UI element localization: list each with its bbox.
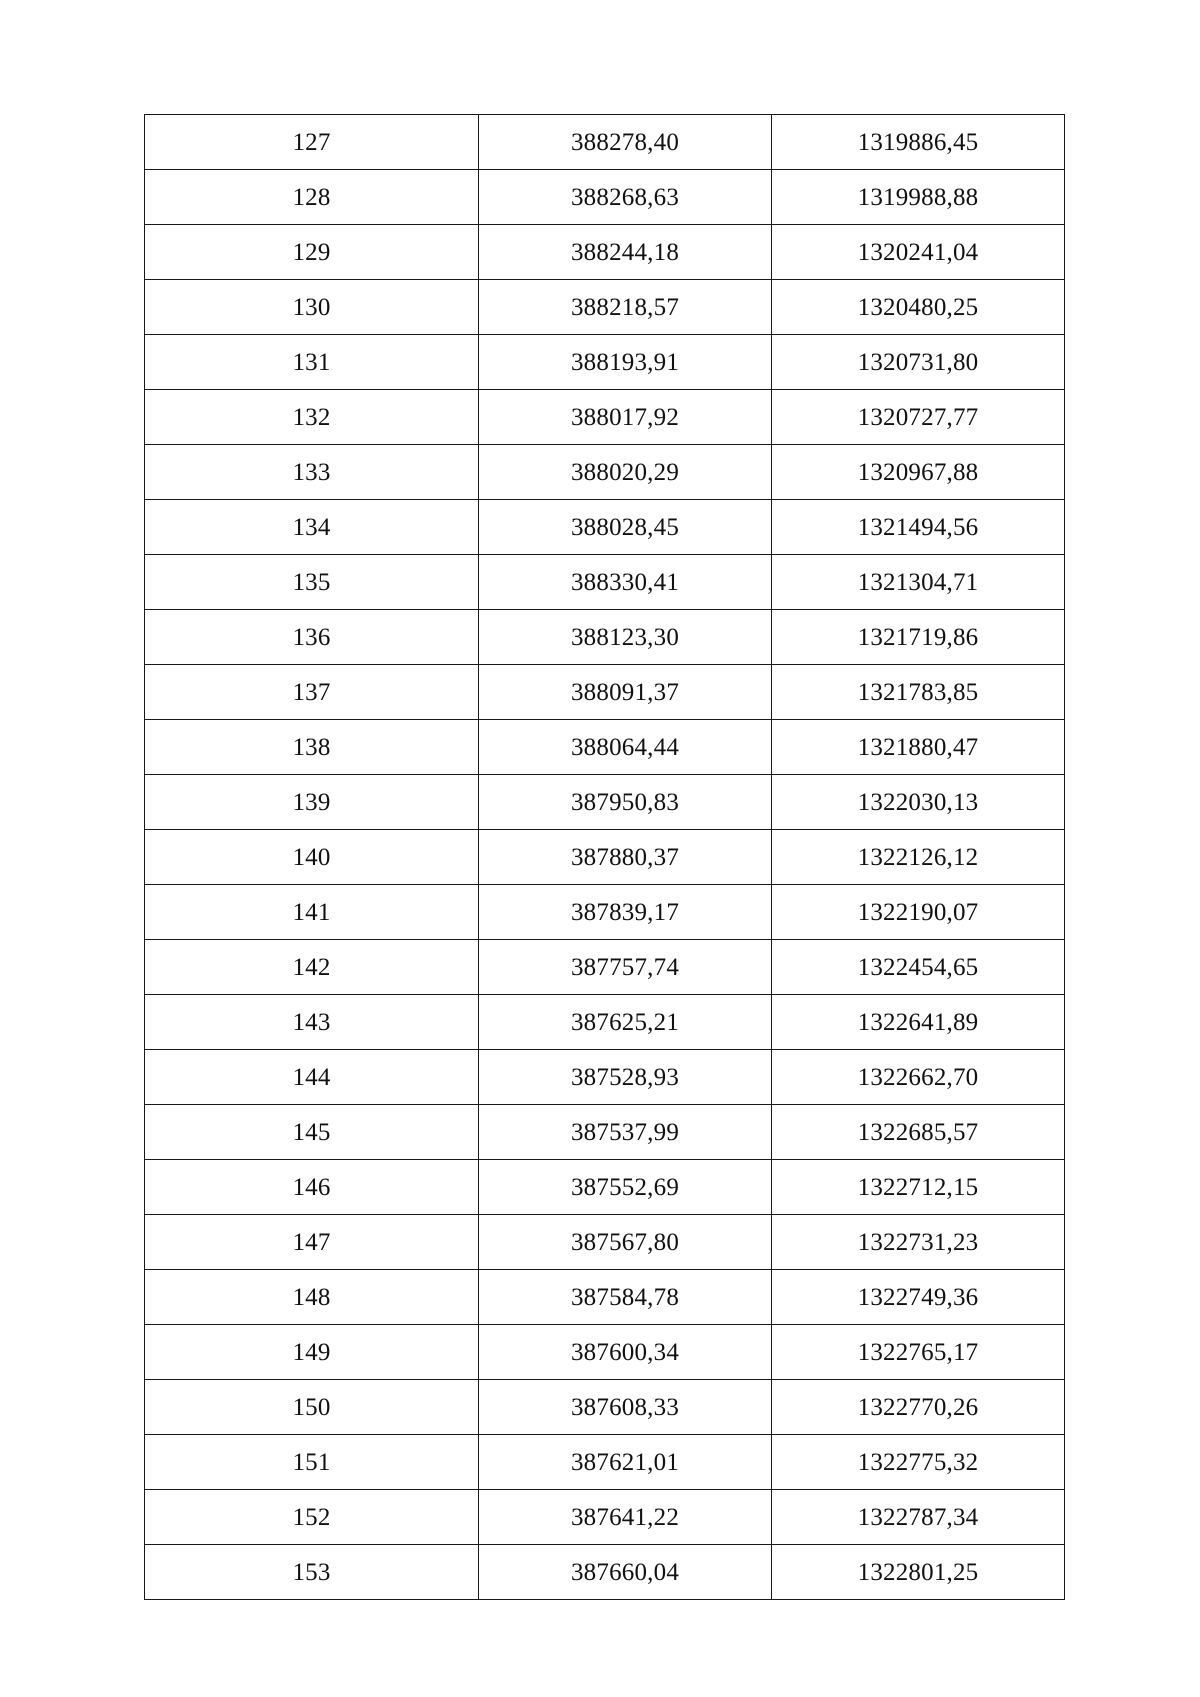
y-coordinate-cell: 1321783,85 [772,665,1065,720]
x-coordinate-cell: 388278,40 [479,115,772,170]
table-row [145,995,1065,1050]
y-coordinate-cell: 1321494,56 [772,500,1065,555]
table-row [145,1105,1065,1160]
table-row [145,555,1065,610]
y-coordinate-cell: 1319886,45 [772,115,1065,170]
y-coordinate-cell: 1322190,07 [772,885,1065,940]
point-number-cell: 143 [145,995,479,1050]
y-coordinate-cell: 1322685,57 [772,1105,1065,1160]
x-coordinate-cell: 388330,41 [479,555,772,610]
table-row [145,1490,1065,1545]
point-number-cell: 152 [145,1490,479,1545]
table-row [145,940,1065,995]
point-number-cell: 139 [145,775,479,830]
x-coordinate-cell: 387757,74 [479,940,772,995]
x-coordinate-cell: 387567,80 [479,1215,772,1270]
y-coordinate-cell: 1322126,12 [772,830,1065,885]
table-row [145,115,1065,170]
point-number-cell: 146 [145,1160,479,1215]
table-row [145,1050,1065,1105]
table-row [145,775,1065,830]
x-coordinate-cell: 387608,33 [479,1380,772,1435]
table-row [145,280,1065,335]
x-coordinate-cell: 388268,63 [479,170,772,225]
table-row [145,1215,1065,1270]
x-coordinate-cell: 388123,30 [479,610,772,665]
table-row [145,1325,1065,1380]
y-coordinate-cell: 1322775,32 [772,1435,1065,1490]
y-coordinate-cell: 1322454,65 [772,940,1065,995]
point-number-cell: 132 [145,390,479,445]
x-coordinate-cell: 387528,93 [479,1050,772,1105]
x-coordinate-cell: 387950,83 [479,775,772,830]
point-number-cell: 142 [145,940,479,995]
point-number-cell: 129 [145,225,479,280]
y-coordinate-cell: 1322765,17 [772,1325,1065,1380]
table-row [145,170,1065,225]
y-coordinate-cell: 1322712,15 [772,1160,1065,1215]
point-number-cell: 140 [145,830,479,885]
y-coordinate-cell: 1322749,36 [772,1270,1065,1325]
y-coordinate-cell: 1322787,34 [772,1490,1065,1545]
point-number-cell: 134 [145,500,479,555]
point-number-cell: 135 [145,555,479,610]
x-coordinate-cell: 387660,04 [479,1545,772,1600]
y-coordinate-cell: 1322770,26 [772,1380,1065,1435]
x-coordinate-cell: 387625,21 [479,995,772,1050]
x-coordinate-cell: 387600,34 [479,1325,772,1380]
table-row [145,830,1065,885]
table-row [145,885,1065,940]
table-row [145,1380,1065,1435]
table-row [145,665,1065,720]
table-row [145,445,1065,500]
x-coordinate-cell: 387880,37 [479,830,772,885]
point-number-cell: 130 [145,280,479,335]
point-number-cell: 141 [145,885,479,940]
x-coordinate-cell: 388017,92 [479,390,772,445]
x-coordinate-cell: 387839,17 [479,885,772,940]
point-number-cell: 133 [145,445,479,500]
point-number-cell: 127 [145,115,479,170]
table-row [145,1435,1065,1490]
y-coordinate-cell: 1322801,25 [772,1545,1065,1600]
x-coordinate-cell: 388193,91 [479,335,772,390]
point-number-cell: 138 [145,720,479,775]
x-coordinate-cell: 387621,01 [479,1435,772,1490]
point-number-cell: 150 [145,1380,479,1435]
table-row [145,720,1065,775]
table-row [145,500,1065,555]
x-coordinate-cell: 387537,99 [479,1105,772,1160]
point-number-cell: 149 [145,1325,479,1380]
y-coordinate-cell: 1320241,04 [772,225,1065,280]
table-row [145,225,1065,280]
table-row [145,1270,1065,1325]
point-number-cell: 137 [145,665,479,720]
point-number-cell: 148 [145,1270,479,1325]
x-coordinate-cell: 387584,78 [479,1270,772,1325]
point-number-cell: 144 [145,1050,479,1105]
x-coordinate-cell: 388064,44 [479,720,772,775]
y-coordinate-cell: 1321719,86 [772,610,1065,665]
x-coordinate-cell: 388028,45 [479,500,772,555]
table-row [145,610,1065,665]
y-coordinate-cell: 1321304,71 [772,555,1065,610]
x-coordinate-cell: 387641,22 [479,1490,772,1545]
table-row [145,1545,1065,1600]
point-number-cell: 151 [145,1435,479,1490]
y-coordinate-cell: 1321880,47 [772,720,1065,775]
point-number-cell: 136 [145,610,479,665]
table-row [145,1160,1065,1215]
table-row [145,390,1065,445]
point-number-cell: 128 [145,170,479,225]
x-coordinate-cell: 388091,37 [479,665,772,720]
point-number-cell: 153 [145,1545,479,1600]
table-row [145,335,1065,390]
y-coordinate-cell: 1320967,88 [772,445,1065,500]
y-coordinate-cell: 1322641,89 [772,995,1065,1050]
y-coordinate-cell: 1322662,70 [772,1050,1065,1105]
y-coordinate-cell: 1322030,13 [772,775,1065,830]
y-coordinate-cell: 1319988,88 [772,170,1065,225]
y-coordinate-cell: 1320727,77 [772,390,1065,445]
point-number-cell: 147 [145,1215,479,1270]
y-coordinate-cell: 1320480,25 [772,280,1065,335]
x-coordinate-cell: 388218,57 [479,280,772,335]
y-coordinate-cell: 1322731,23 [772,1215,1065,1270]
point-number-cell: 145 [145,1105,479,1160]
x-coordinate-cell: 388244,18 [479,225,772,280]
point-number-cell: 131 [145,335,479,390]
coordinates-table-body [145,115,1065,1600]
coordinates-table [144,114,1065,1600]
x-coordinate-cell: 387552,69 [479,1160,772,1215]
x-coordinate-cell: 388020,29 [479,445,772,500]
y-coordinate-cell: 1320731,80 [772,335,1065,390]
